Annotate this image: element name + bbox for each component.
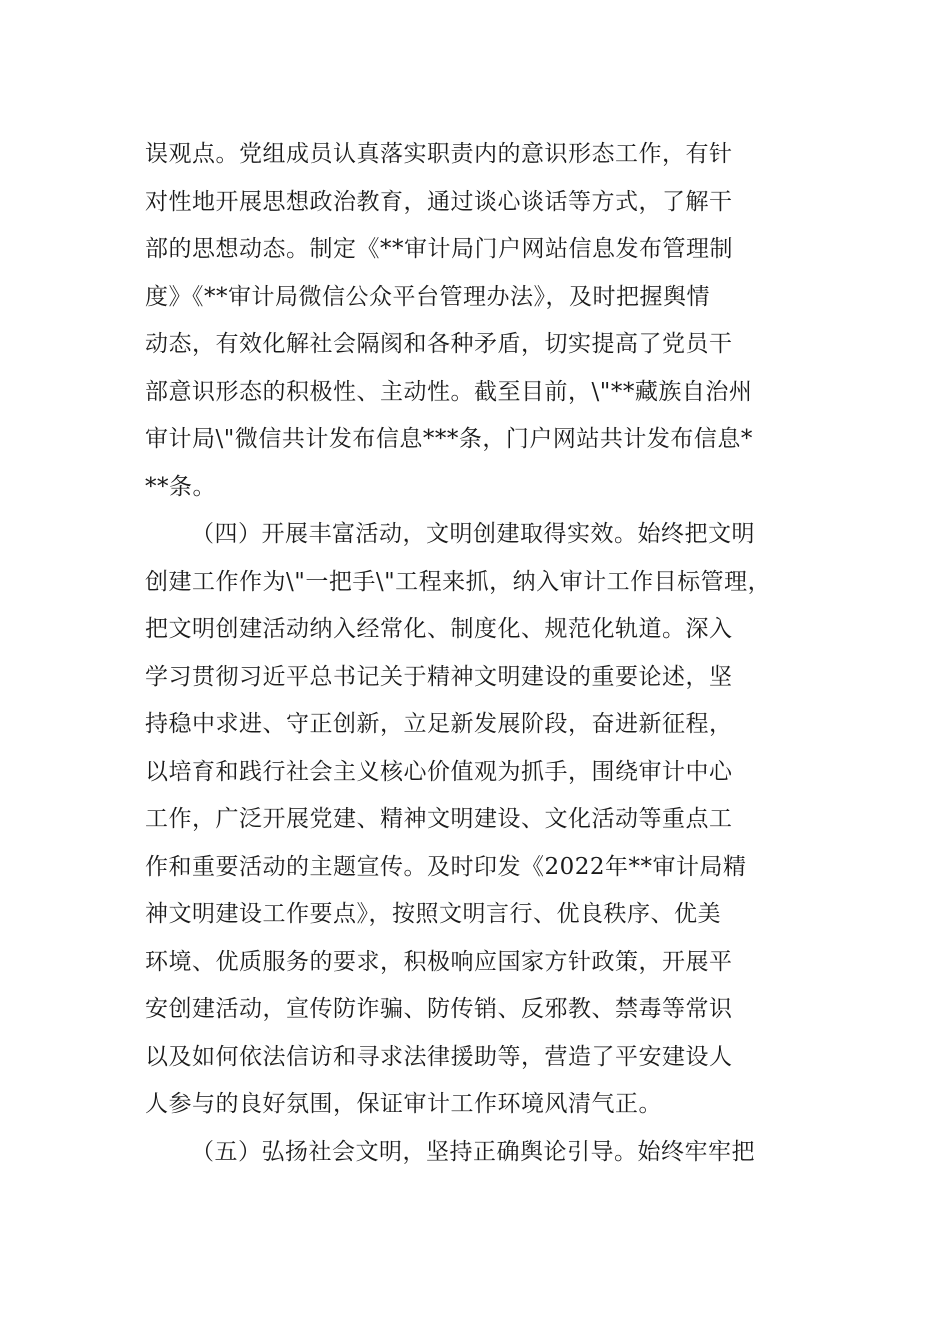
text-line: 人参与的良好氛围，保证审计工作环境风清气正。 [145, 1091, 662, 1117]
text-line: 神文明建设工作要点》，按照文明言行、优良秩序、优美 [145, 901, 721, 927]
text-line: 工作，广泛开展党建、精神文明建设、文化活动等重点工 [145, 806, 733, 832]
text-line: 把文明创建活动纳入经常化、制度化、规范化轨道。深入 [145, 616, 733, 642]
paragraph-start-line: （五）弘扬社会文明，坚持正确舆论引导。始终牢牢把 [191, 1138, 755, 1165]
text-line: 动态，有效化解社会隔阂和各种矛盾，切实提高了党员干 [145, 331, 733, 357]
text-line: 安创建活动，宣传防诈骗、防传销、反邪教、禁毒等常识 [145, 996, 733, 1022]
text-line: 持稳中求进、守正创新，立足新发展阶段，奋进新征程， [145, 711, 733, 737]
text-line: 学习贯彻习近平总书记关于精神文明建设的重要论述，坚 [145, 663, 733, 690]
text-line: 作和重要活动的主题宣传。及时印发《2022年**审计局精 [145, 853, 747, 880]
paragraph-start-line: （四）开展丰富活动，文明创建取得实效。始终把文明 [191, 521, 755, 547]
text-line: 审计局\"微信共计发布信息***条，门户网站共计发布信息* [145, 426, 753, 452]
text-line: 部的思想动态。制定《**审计局门户网站信息发布管理制 [145, 236, 733, 262]
text-line: 部意识形态的积极性、主动性。截至目前，\"**藏族自治州 [145, 378, 753, 405]
text-line: **条。 [145, 473, 216, 500]
text-line: 以培育和践行社会主义核心价值观为抓手，围绕审计中心 [145, 758, 733, 785]
text-line: 对性地开展思想政治教育，通过谈心谈话等方式，了解干 [145, 188, 733, 215]
text-line: 以及如何依法信访和寻求法律援助等，营造了平安建设人 [145, 1043, 733, 1070]
text-line: 误观点。党组成员认真落实职责内的意识形态工作，有针 [145, 141, 733, 167]
text-line: 创建工作作为\"一把手\"工程来抓，纳入审计工作目标管理， [145, 568, 772, 595]
text-line: 度》《**审计局微信公众平台管理办法》，及时把握舆情 [145, 283, 710, 310]
text-line: 环境、优质服务的要求，积极响应国家方针政策，开展平 [145, 948, 733, 975]
document-body [145, 131, 815, 1176]
